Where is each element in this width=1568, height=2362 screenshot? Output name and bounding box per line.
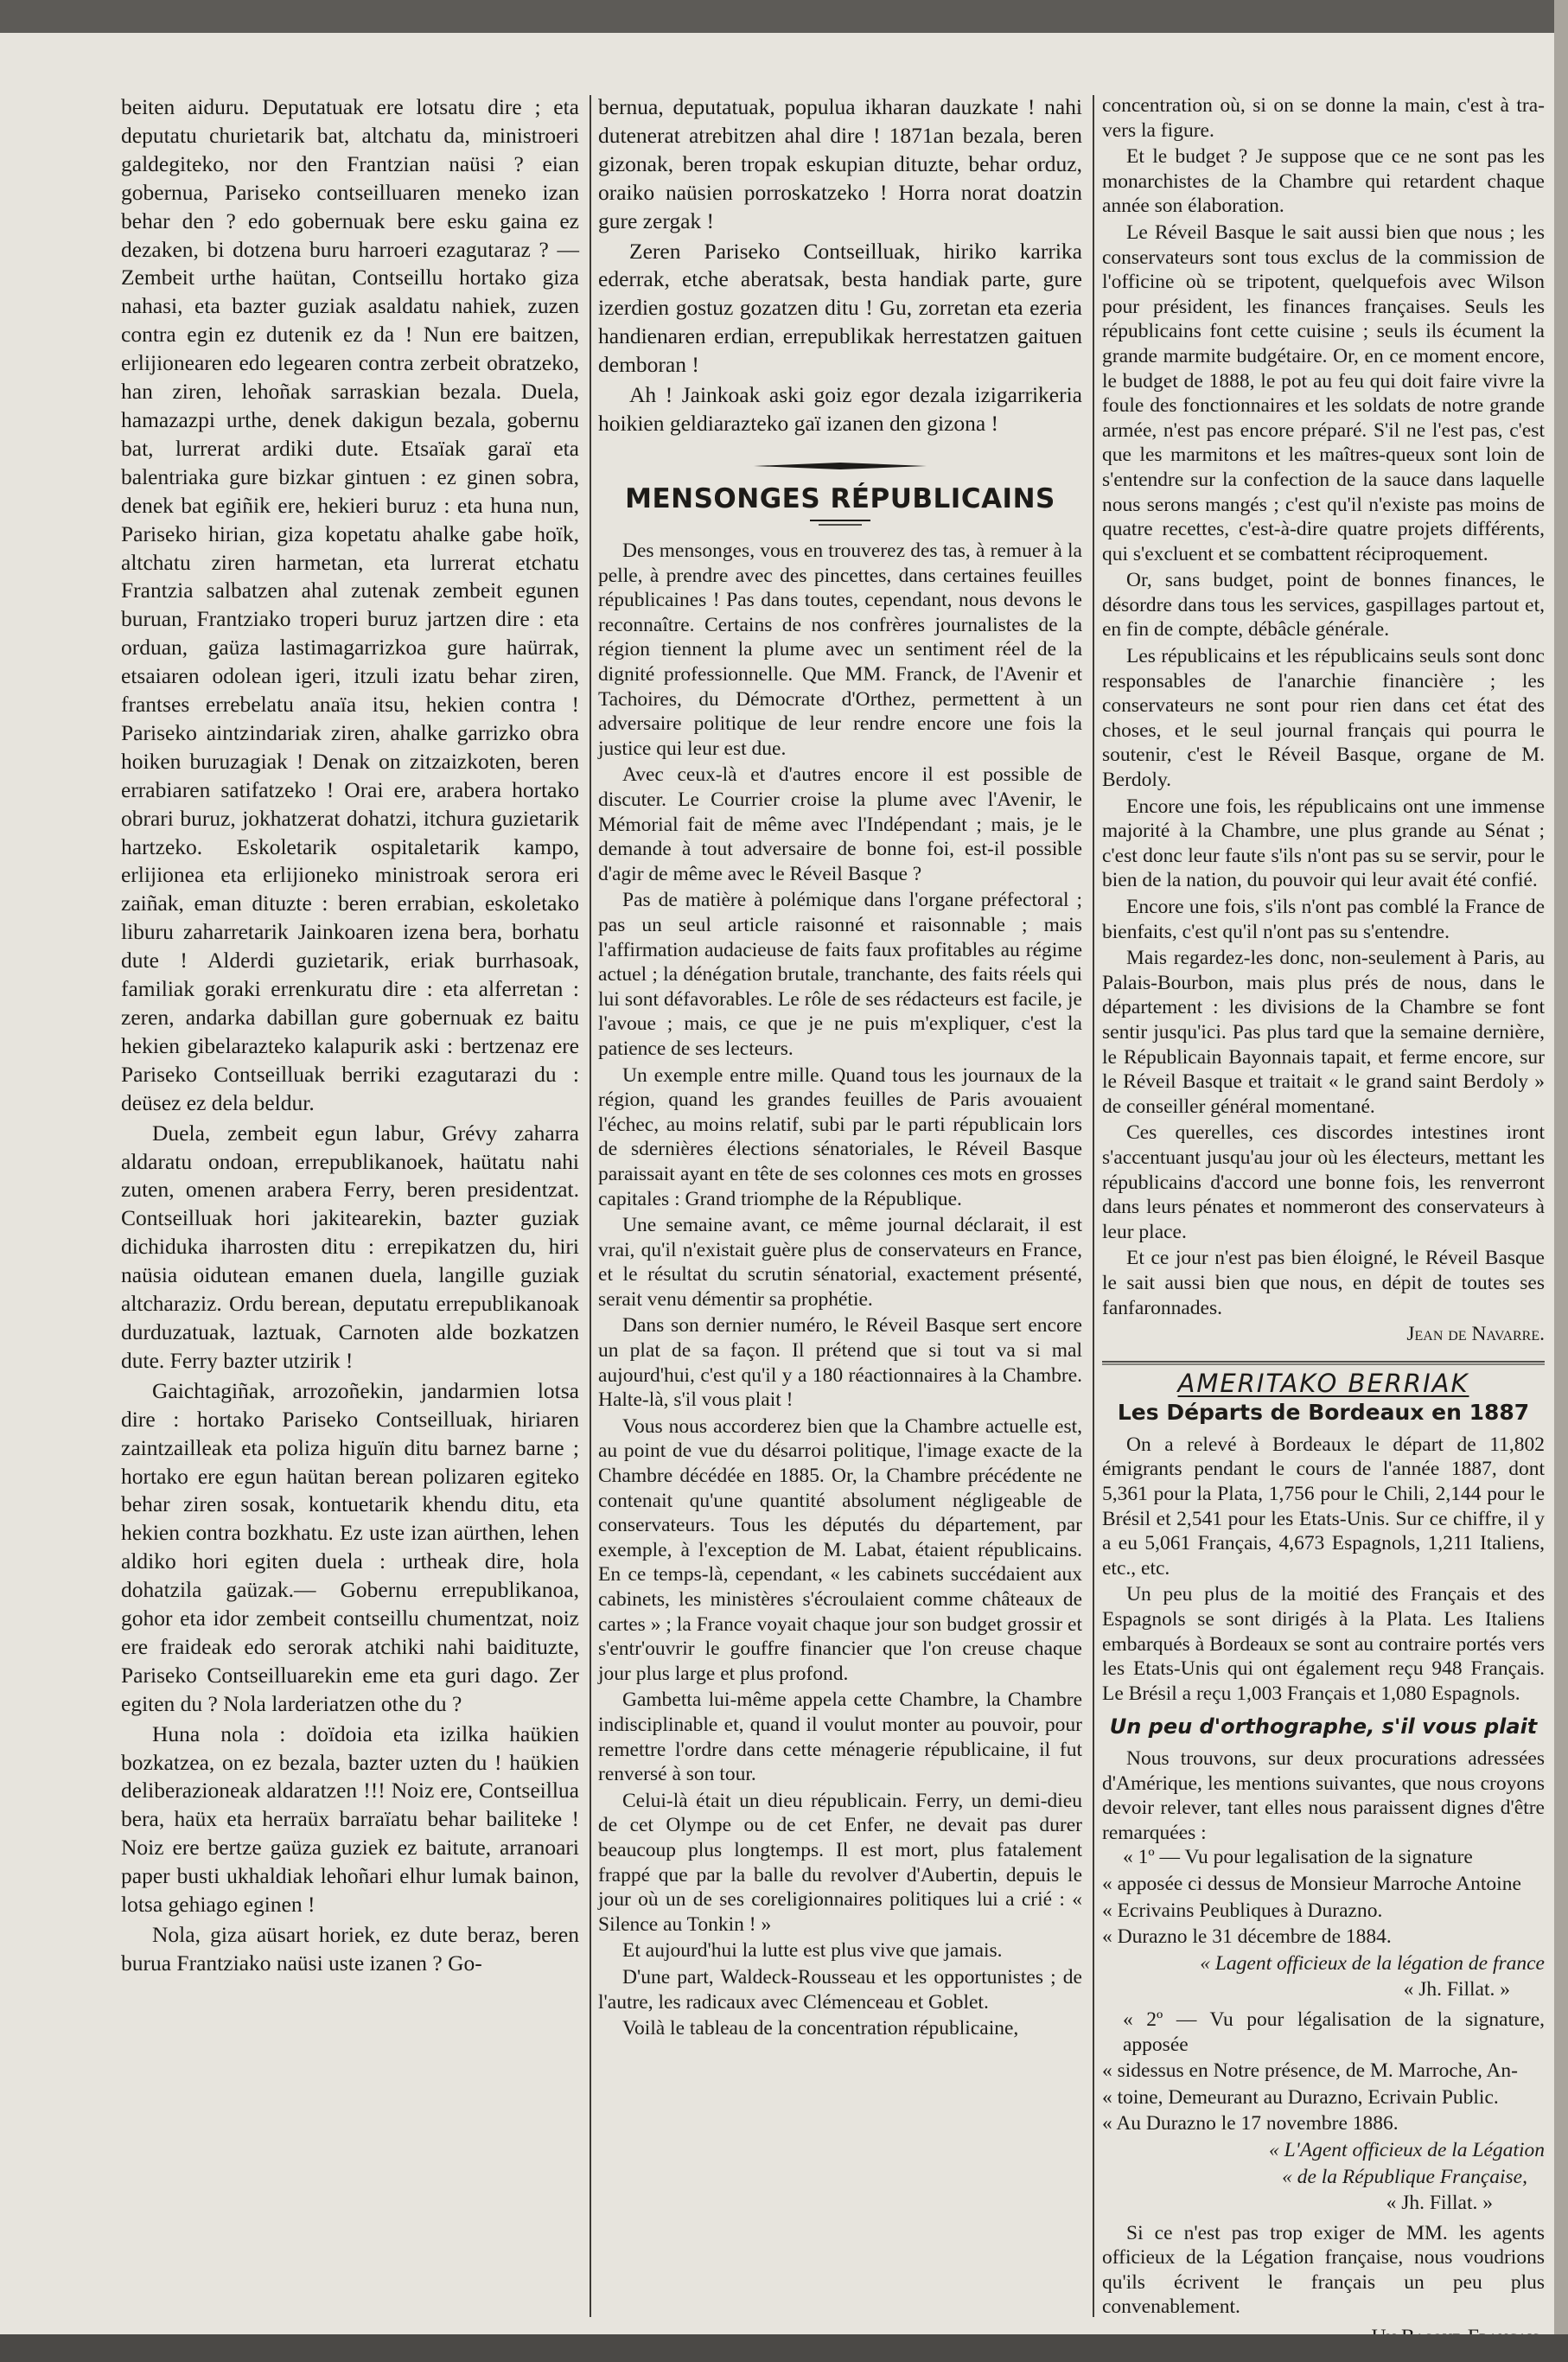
article-paragraph: Un exemple entre mille. Quand tous les journaux de la région, quand les grandes feuilles de Paris avouaient l'échec, au moins relatif, subi par le parti républicain lors de sdernières élections sénatoriales, le Réveil Basque paraissait ayant en tête de ses colonnes ces mots en grosses capitales : Grand triomphe de la République. xyxy=(598,1063,1082,1210)
article-paragraph: D'une part, Waldeck-Rousseau et les opportunistes ; de l'autre, les radicaux avec Clémenceau et Goblet. xyxy=(598,1965,1082,2014)
headline-mensonges-republicains: MENSONGES RÉPUBLICAINS xyxy=(625,482,1055,514)
quote-line: « Ecrivains Peubliques à Durazno. xyxy=(1102,1899,1383,1922)
quote-line: « de la République Française, xyxy=(1282,2165,1527,2188)
col3-paragraph: Encore une fois, les républicains ont une immense majorité à la Chambre, une plus grande au Sénat ; c'est donc leur faute s'ils n'ont pas su se servir, pour le bien de la nation, du pouvoir qui leur avait été confié. xyxy=(1102,795,1545,892)
quote-line: « Jh. Fillat. » xyxy=(1403,1978,1510,2001)
quote-line: « 2º — Vu pour légalisation de la signature, apposée xyxy=(1123,2008,1545,2056)
col3-paragraph: Les républicains et les républicains seuls sont donc responsables de l'anarchie financière ; les conservateurs ne sont pour rien dans cet état des choses, et le seul journal français qui pourra le soutenir, c'est le Réveil Basque, organe de M. Berdoly. xyxy=(1102,645,1545,792)
quote-line: « 1º — Vu pour legalisation de la signature xyxy=(1123,1846,1473,1869)
col3-paragraph: Et ce jour n'est pas bien éloigné, le Réveil Basque le sait aussi bien que nous, en dépit de toutes ses fanfaronnades. xyxy=(1102,1247,1545,1319)
column-rule-right xyxy=(1093,95,1094,2317)
ortho-intro: Nous trouvons, sur deux procurations adressées d'Amérique, les mentions suivantes, que nous croyons devoir relever, tant elles nous paraissent dignes d'être remarquées : xyxy=(1102,1747,1545,1844)
col2-basque-paragraph: bernua, deputatuak, populua ikharan dauzkate ! nahi dutenerat atrebitzen ahal dire ! 1871an bezala, beren gizonak, beren tropak eskupian dituzte, behar orduz, oraiko naüsien porroskatzeko ! Horra norat doatzin gure zergak ! xyxy=(598,94,1082,233)
quote-line: « apposée ci dessus de Monsieur Marroche Antoine xyxy=(1102,1872,1521,1895)
col3-paragraph: Mais regardez-les donc, non-seulement à Paris, au Palais-Bourbon, mais plus prés de nous, dans le département : les divisions de la Chambre se font sentir jusqu'ici. Pas plus tard que la semaine dernière, le Républicain Bayonnais tapait, et ferme encore, sur le Réveil Basque et traitait « le grand saint Berdoly » de conseiller général momentané. xyxy=(1102,947,1545,1118)
col1-paragraph: Gaichtagiñak, arrozoñekin, jandarmien lotsa dire : hortako Pariseko Contseilluak, hiriaren zaintzailleak eta poliza higuïn ditu barnez barne ; hortako ere egun haütan berean polizaren egiteko behar ziren sosak, kontuetarik khendu ditu, eta hekien contra bozkhatu. Ez uste izan aürthen, lehen aldiko hori egiten duela : urtheak dire, hola dohatzila gaüzak.— Gobernu errepublikanoa, gohor eta idor zembeit contseillu chumentzat, noiz ere fraideak edo serorak atchiki nahi baidituzte, Pariseko Contseilluarekin eme eta guri dago. Zer egiten du ? Nola larderiatzen othe du ? xyxy=(121,1377,579,1716)
article-paragraph: Et aujourd'hui la lutte est plus vive que jamais. xyxy=(622,1939,1003,1963)
article-paragraph: Voilà le tableau de la concentration républicaine, xyxy=(622,2017,1019,2040)
quote-first-legalisation xyxy=(1102,1845,1545,2002)
mensonges-article-body xyxy=(598,539,1082,2041)
quote-line: « toine, Demeurant au Durazno, Ecrivain Public. xyxy=(1102,2085,1499,2109)
signature-jean-de-navarre: Jean de Navarre. xyxy=(1406,1323,1545,1346)
article-title-orthographe: Un peu d'orthographe, s'il vous plait xyxy=(1109,1714,1538,1740)
scan-top-border xyxy=(0,0,1568,33)
quote-line: « Au Durazno le 17 novembre 1886. xyxy=(1102,2112,1399,2135)
scan-right-edge xyxy=(1554,0,1568,2362)
quote-line: « Lagent officieux de la légation de france xyxy=(1200,1951,1545,1975)
quote-line: « Jh. Fillat. » xyxy=(1386,2192,1493,2215)
article-paragraph: Avec ceux-là et d'autres encore il est possible de discuter. Le Courrier croise la plume avec l'Avenir, le Mémorial fait de même avec l'Indépendant ; mais, je le demande à tout adversaire de bonne foi, est-il possible d'agir de même avec le Réveil Basque ? xyxy=(598,763,1082,885)
divider-ornament xyxy=(754,461,927,471)
headline-underline-ornament xyxy=(810,518,870,527)
column-3 xyxy=(1102,93,1545,2350)
col2-basque-paragraph: Zeren Pariseko Contseilluak, hiriko karrika ederrak, etche aberatsak, besta handiak parte, gure izerdien gostuz gozatzen ditu ! Gu, zorretan eta ezeria handienaren erdian, errepublikak herrestatzen gaituen demboran ! xyxy=(598,238,1082,378)
departs-paragraph: On a relevé à Bordeaux le départ de 11,802 émigrants pendant le cours de l'année 1887, dont 5,361 pour la Plata, 1,756 pour le Chili, 2,144 pour le Brésil et 2,541 pour les Etats-Unis. Sur ce chiffre, il y a eu 5,061 Français, 4,673 Espagnols, 1,211 Italiens, etc., etc. xyxy=(1102,1433,1545,1580)
closing-paragraph: Si ce n'est pas trop exiger de MM. les agents officieux de la Légation française, nous voudrions qu'ils écrivent le français un peu plus convenablement. xyxy=(1102,2221,1545,2319)
quote-line: « sidessus en Notre présence, de M. Marroche, An- xyxy=(1102,2059,1518,2083)
column-1-basque-article xyxy=(121,93,579,1978)
col3-paragraph: Le Réveil Basque le sait aussi bien que nous ; les conservateurs sont tous exclus de la commission de l'officine où se tripotent, quelquefois avec Wilson pour président, les finances françaises. Seuls les républicains font cette cuisine ; seuls ils écument la grande marmite budgétaire. Or, en ce moment encore, le budget de 1888, le pot au feu qui doit faire vivre la foule des fonctionnaires et les soldats de notre grande armée, n'est pas encore préparé. S'il ne l'est pas, c'est que les marmitons et les maîtres-queux sont loin de s'entendre sur la confection de la sauce dans laquelle nous serons mangés ; c'est qu'il n'existe pas moins de quatre recettes, c'est-à-dire quatre projets différents, qui s'excluent et se combattent réciproquement. xyxy=(1102,220,1545,565)
section-title-ameritako-berriak: AMERITAKO BERRIAK xyxy=(1177,1368,1469,1398)
column-rule-left xyxy=(590,95,591,2317)
col1-paragraph: Duela, zembeit egun labur, Grévy zaharra aldaratu ondoan, errepublikanoek, haütatu nahi zuten, omenen arabera Ferry, beren presidentzat. Contseilluak hori jakitearekin, bazter guziak dichiduka iharrosten ditu : errepikatzen du, hiri naüsia oidutean emanen duela, langille guziak altcharaziz. Ordu berean, deputatu errepublikanoak durduzatuak, laztuak, Carnoten alde bozkatzen dute. Ferry bazter utzirik ! xyxy=(121,1120,579,1373)
section-rule xyxy=(1102,1359,1545,1366)
article-title-departs-bordeaux: Les Départs de Bordeaux en 1887 xyxy=(1117,1400,1530,1426)
scan-bottom-border xyxy=(0,2334,1568,2362)
col1-paragraph: Huna nola : doïdoia eta izilka haükien bozkatzea, on ez bezala, bazter uzten du ! haükien deliberazioneak aldaratzen !!! Noiz ere, Contseillua bera, haüx eta herraüx barraïatu behar bailiteke ! Noiz ere bertze gaüza guziek ez baitute, arranoari paper busti ukhaldiak lehoñari elhur lumak bainon, lotsa gehiago eginen ! xyxy=(121,1720,579,1918)
col3-paragraph: Or, sans budget, point de bonnes finances, le désordre dans tous les services, gaspillages partout et, en fin de compte, débâcle générale. xyxy=(1102,569,1545,642)
article-paragraph: Vous nous accorderez bien que la Chambre actuelle est, au point de vue du désarroi politique, l'image exacte de la Chambre décédée en 1885. Or, la Chambre précédente ne contenait qu'une quantité absolument négligeable de conservateurs. Tous les députés du département, par exemple, à l'exception de M. Labat, étaient républicains. En ce temps-là, cependant, « les cabinets succédaient aux cabinets, les ministères s'écroulaient comme châteaux de cartes » ; la France voyait chaque jour son budget grossir et s'entr'ouvrir le gouffre financier que l'on creuse chaque jour plus large et plus profond. xyxy=(598,1414,1082,1685)
article-paragraph: Des mensonges, vous en trouverez des tas, à remuer à la pelle, à prendre avec des pincettes, dans certaines feuilles républicaines ! Pas dans toutes, cependant, nous devons le reconnaître. Certains de nos confrères journalistes de la région tiennent la plume avec un sentiment réel de la dignité professionnelle. Que MM. Franck, de l'Avenir et Tachoires, du Démocrate d'Orthez, permettent à un adversaire politique de leur rendre encore une fois la justice qui leur est due. xyxy=(598,539,1082,760)
quote-second-legalisation xyxy=(1102,2008,1545,2216)
quote-line: « L'Agent officieux de la Légation xyxy=(1269,2138,1545,2161)
column-2 xyxy=(598,93,1082,2041)
article-paragraph: Gambetta lui-même appela cette Chambre, la Chambre indisciplinable et, quand il voulut monter au pouvoir, pour remettre l'ordre dans cette ménagerie républicaine, il fut renversé à son tour. xyxy=(598,1689,1082,1786)
article-paragraph: Dans son dernier numéro, le Réveil Basque sert encore un plat de sa façon. Il prétend que si tout va si mal aujourd'hui, c'est qu'il y a 180 réactionnaires à la Chambre. Halte-là, s'il vous plait ! xyxy=(598,1314,1082,1412)
article-paragraph: Celui-là était un dieu républicain. Ferry, un demi-dieu de cet Olympe ou de cet Enfer, ne devait pas durer beaucoup plus longtemps. Il est mort, plus fatalement frappé que par la balle du revolver d'Aubertin, depuis le jour où un de ses coreligionnaires politiques lui a crié : « Silence au Tonkin ! » xyxy=(598,1789,1082,1936)
col3-paragraph: concentration où, si on se donne la main, c'est à tra- vers la figure. xyxy=(1102,94,1545,142)
col3-paragraph: Et le budget ? Je suppose que ce ne sont pas les monarchistes de la Chambre qui retardent chaque année son élaboration. xyxy=(1102,145,1545,218)
col3-paragraph: Encore une fois, s'ils n'ont pas comblé la France de bienfaits, c'est qu'il n'ont pas su s'entendre. xyxy=(1102,896,1545,943)
col1-paragraph: Nola, giza aüsart horiek, ez dute beraz, beren burua Frantziako naüsi uste izanen ? Go- xyxy=(121,1922,579,1976)
departs-paragraph: Un peu plus de la moitié des Français et des Espagnols se sont dirigés à la Plata. Les Italiens embarqués à Bordeaux se sont au contraire portés vers les Etats-Unis qui ont également reçu 948 Français. Le Brésil a reçu 1,003 Français et 1,080 Espagnols. xyxy=(1102,1583,1545,1705)
col1-paragraph: beiten aiduru. Deputatuak ere lotsatu dire ; eta deputatu churietarik bat, altchatu da, ministroeri galdegiteko, nor den Frantzian naüsi ? eian gobernua, Pariseko contseilluaren meneko izan behar den ? edo gobernuak bere esku gaina ez dezaken, bi dotzena buru harroeri ezagutaraz ? — Zembeit urthe haütan, Contseillu hortako giza nahasi, eta bazter guziak asaldatu nahiek, zuzen contra egin ez dutenik ez da ! Nun ere baitzen, erlijionearen edo legearen contra zerbeit obratzeko, han ziren, lehoñak sarraskian bezala. Duela, hamazazpi urthe, denek dakigun bezala, gobernu bat, lurrerat ardiki dute. Etsaïak garaï eta balentriaka gure bizkar gintuen : ez ginen sobra, denek bat egiñik ere, hekieri buruz : eta huna nun, Pariseko hirian, giza kopetatu ahalke gabe hoïk, altchatu ziren harmetan, eta lurrerat etchatu Frantzia salbatzen ahal zutenak zembeit egunen buruan, Frantziako troperi buruz jartzen dire : eta orduan, gaüza lastimagarrizkoa gure haürrak, etsaiaren odolean igeri, itzuli izatu behar ziren, frantses errebelatu anaïa itsu, hekien contra ! Pariseko aintzindariak ziren, ahalke garrizko obra hoiken buruzagiak ! Denak on zitzaizkoten, beren errabiaren satifatzeko ! Orai ere, arabera hortako obrari buruz, jokhatzerat dohatzi, itchura guzietarik hartzeko. Eskoletarik ospitaletarik kampo, erlijionea eta erlijioneko ministroak serora eri zaiñak, eman dituzte : beren errabian, eskoletako liburu zaharretarik Jainkoaren izena bera, borhatu dute ! Alderdi guzietarik, eriak burrhasoak, familiak goraki errenkuratu dire : eta alferretan : zeren, andarka dabillan gure gobernuak ez baitu hekien gibelarazteko kalapurik aski : bertzenaz ere Pariseko Contseilluak berriki ezagutarazi du : deüsez ez dela beldur. xyxy=(121,94,579,1115)
article-paragraph: Pas de matière à polémique dans l'organe préfectoral ; pas un seul article raisonné et raisonnable ; mais l'affirmation audacieuse de faits faux profitables au régime actuel ; la dénégation brutale, tranchante, des faits réels qui lui sont défavorables. Le rôle de ses rédacteurs est facile, je l'avoue ; mais, ce que je ne puis m'expliquer, c'est la patience de ses lecteurs. xyxy=(598,889,1082,1060)
quote-line: « Durazno le 31 décembre de 1884. xyxy=(1102,1925,1392,1949)
article-paragraph: Une semaine avant, ce même journal déclarait, il est vrai, qu'il n'existait guère plus de conservateurs en France, et le résultat du scrutin sénatorial, exactement présenté, serait venu démentir sa prophétie. xyxy=(598,1214,1082,1311)
col3-paragraph: Ces querelles, ces discordes intestines iront s'accentuant jusqu'au jour où les électeurs, mettant les républicains d'accord une bonne fois, les renverront dans leurs pénates et nommeront des conservateurs à leur place. xyxy=(1102,1121,1545,1243)
col2-basque-paragraph: Ah ! Jainkoak aski goiz egor dezala izigarrikeria hoikien geldiarazteko gaï izanen den gizona ! xyxy=(598,382,1082,436)
